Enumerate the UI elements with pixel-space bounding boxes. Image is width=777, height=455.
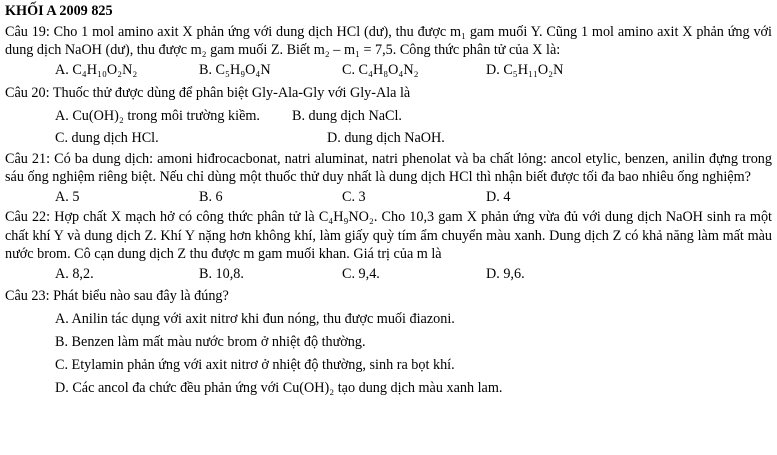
question-22-option-b: B. 10,8.: [199, 265, 244, 282]
question-20-text: Câu 20: Thuốc thử được dùng để phân biệt Gly-Ala-Gly với Gly-Ala là: [5, 84, 411, 101]
question-21-option-c: C. 3: [342, 188, 366, 205]
question-21-option-b: B. 6: [199, 188, 223, 205]
question-22-option-c: C. 9,4.: [342, 265, 380, 282]
question-20-options-row-1: [5, 105, 772, 127]
question-23-option-d: D. Các ancol đa chức đều phản ứng với Cu(OH)₂ tạo dung dịch màu xanh lam.: [55, 380, 503, 397]
question-21-options: [5, 186, 772, 208]
document-page: [5, 0, 772, 400]
question-22-text: Câu 22: Hợp chất X mạch hở có công thức phân tử là C₄H₉NO₂. Cho 10,3 gam X phản ứng vừa đủ với dung dịch NaOH sinh ra một chất khí Y và dung dịch Z. Khí Y nặng hơn không khí, làm giấy quỳ tím ẩm chuyển màu xanh. Dung dịch Z có khả năng làm mất màu nước brom. Cô cạn dung dịch Z thu được m gam muối khan. Giá trị của m là: [5, 209, 772, 262]
page-title: KHỐI A 2009 825: [5, 3, 113, 19]
question-19-option-c: C. C₄H₈O₄N₂: [342, 62, 419, 79]
question-19-option-a: A. C₄H₁₀O₂N₂: [55, 62, 138, 79]
question-23-option-b: B. Benzen làm mất màu nước brom ở nhiệt độ thường.: [55, 334, 366, 351]
question-23-option-c: C. Etylamin phản ứng với axit nitrơ ở nhiệt độ thường, sinh ra bọt khí.: [55, 357, 455, 374]
question-21-option-d: D. 4: [486, 188, 511, 205]
question-19-option-b: B. C₅H₉O₄N: [199, 62, 271, 79]
question-19-option-d: D. C₅H₁₁O₂N: [486, 62, 564, 79]
question-20-option-d: D. dung dịch NaOH.: [327, 130, 445, 147]
question-20-option-b: B. dung dịch NaCl.: [292, 107, 402, 124]
question-19-options: [5, 59, 772, 81]
question-22-options: [5, 263, 772, 285]
question-21-text: Câu 21: Có ba dung dịch: amoni hiđrocacbonat, natri aluminat, natri phenolat và ba chất lỏng: ancol etylic, benzen, anilin đựng trong sáu ống nghiệm riêng biệt. Nếu chỉ dùng một thuốc thử duy nhất là dung dịch HCl thì nhận biết được tối đa bao nhiêu ống nghiệm?: [5, 150, 772, 185]
question-20-option-c: C. dung dịch HCl.: [55, 130, 159, 147]
question-21-option-a: A. 5: [55, 188, 80, 205]
question-20-option-a: A. Cu(OH)₂ trong môi trường kiềm.: [55, 107, 260, 124]
question-19-text: Câu 19: Cho 1 mol amino axit X phản ứng với dung dịch HCl (dư), thu được m₁ gam muối Y. Cũng 1 mol amino axit X phản ứng với dung dịch NaOH (dư), thu được m₂ gam muối Z. Biết m₂ – m₁ = 7,5. Công thức phân tử của X là:: [5, 24, 772, 59]
question-20-options-row-2: [5, 127, 772, 149]
question-22-option-d: D. 9,6.: [486, 265, 525, 282]
question-23-option-a: A. Anilin tác dụng với axit nitrơ khi đun nóng, thu được muối điazoni.: [55, 311, 455, 328]
question-22-option-a: A. 8,2.: [55, 265, 94, 282]
question-23-text: Câu 23: Phát biểu nào sau đây là đúng?: [5, 288, 229, 305]
